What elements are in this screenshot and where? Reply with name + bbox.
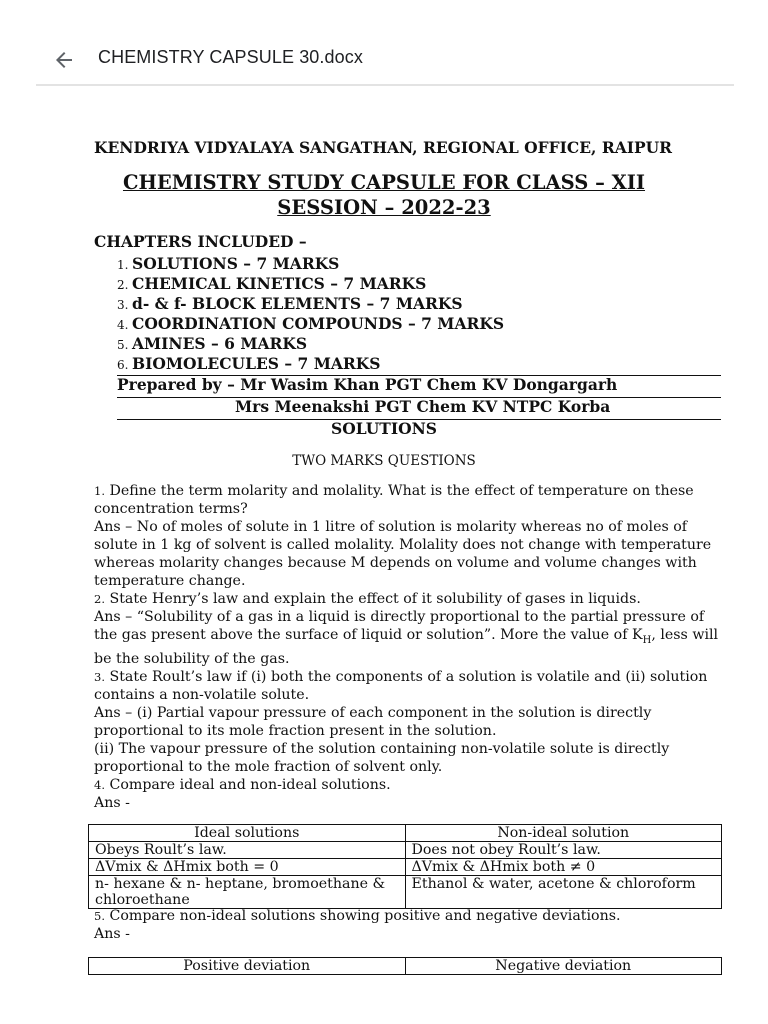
- document-file-name: CHEMISTRY CAPSULE 30.docx: [98, 47, 363, 67]
- question: 2. State Henry’s law and explain the effect of it solubility of gases in liquids.: [94, 591, 641, 607]
- section-heading: SOLUTIONS: [331, 419, 437, 438]
- table-header-cell: Ideal solutions: [89, 825, 406, 842]
- table-header-cell: Positive deviation: [89, 958, 406, 975]
- header-divider: [36, 84, 734, 86]
- table-row: [89, 859, 722, 876]
- questions-block-2: [94, 907, 724, 943]
- chapter-item: 5. AMINES – 6 MARKS: [117, 334, 308, 353]
- table-header-cell: Non-ideal solution: [405, 825, 721, 842]
- prepared-by-second: Mrs Meenakshi PGT Chem KV NTPC Korba: [235, 397, 611, 416]
- table-row: [89, 842, 722, 859]
- chapter-item: 2. CHEMICAL KINETICS – 7 MARKS: [117, 274, 427, 293]
- back-arrow-icon[interactable]: [52, 48, 76, 72]
- prepared-by: Prepared by – Mr Wasim Khan PGT Chem KV Dongargarh: [117, 375, 618, 394]
- chapter-item: 6. BIOMOLECULES – 7 MARKS: [117, 354, 381, 373]
- questions-block-1: [94, 482, 724, 812]
- question: 5. Compare non-ideal solutions showing positive and negative deviations.: [94, 908, 621, 924]
- answer: (ii) The vapour pressure of the solution containing non-volatile solute is directly proportional to the mole fraction of solvent only.: [94, 740, 670, 775]
- chapters-heading: CHAPTERS INCLUDED –: [94, 232, 307, 251]
- organization-heading: KENDRIYA VIDYALAYA SANGATHAN, REGIONAL OFFICE, RAIPUR: [94, 138, 673, 157]
- question: 3. State Roult’s law if (i) both the components of a solution is volatile and (ii) solution contains a non-volatile solute.: [94, 668, 708, 703]
- ideal-vs-nonideal-table: [88, 824, 722, 909]
- table-header-row: [89, 958, 722, 975]
- table-cell: ΔVmix & ΔHmix both ≠ 0: [405, 859, 721, 876]
- answer: Ans – (i) Partial vapour pressure of each component in the solution is directly proportional to its mole fraction present in the solution.: [94, 704, 652, 739]
- table-cell: Does not obey Roult’s law.: [405, 842, 721, 859]
- document-title: CHEMISTRY STUDY CAPSULE FOR CLASS – XII: [122, 171, 646, 194]
- top-bar: [0, 0, 768, 86]
- answer: Ans – No of moles of solute in 1 litre of solution is molarity whereas no of moles of solute in 1 kg of solvent is called molality. Molality does not change with temperature whereas molarity changes because M depends on volume and volume changes with temperature change.: [94, 519, 712, 589]
- subsection-heading: TWO MARKS QUESTIONS: [292, 453, 476, 469]
- deviation-table: [88, 957, 722, 975]
- answer: Ans -: [94, 794, 130, 811]
- session-title: SESSION – 2022-23: [277, 196, 491, 219]
- table-cell: n- hexane & n- heptane, bromoethane & chloroethane: [89, 876, 406, 909]
- chapter-item: 4. COORDINATION COMPOUNDS – 7 MARKS: [117, 314, 505, 333]
- question: 4. Compare ideal and non-ideal solutions.: [94, 776, 391, 793]
- answer: Ans -: [94, 926, 130, 942]
- table-cell: ΔVmix & ΔHmix both = 0: [89, 859, 406, 876]
- question: 1. Define the term molarity and molality. What is the effect of temperature on these concentration terms?: [94, 483, 694, 517]
- table-header-cell: Negative deviation: [405, 958, 722, 975]
- table-cell: Ethanol & water, acetone & chloroform: [405, 876, 721, 909]
- chapter-item: 3. d- & f- BLOCK ELEMENTS – 7 MARKS: [117, 294, 463, 313]
- chapter-item: 1. SOLUTIONS – 7 MARKS: [117, 254, 340, 273]
- table-row: [89, 876, 722, 909]
- table-cell: Obeys Roult’s law.: [89, 842, 406, 859]
- table-header-row: [89, 825, 722, 842]
- answer: Ans – “Solubility of a gas in a liquid is directly proportional to the partial pressure of the gas present above the surface of liquid or solution”. More the value of $K_H$, less will be the solubility of the gas.: [94, 609, 719, 667]
